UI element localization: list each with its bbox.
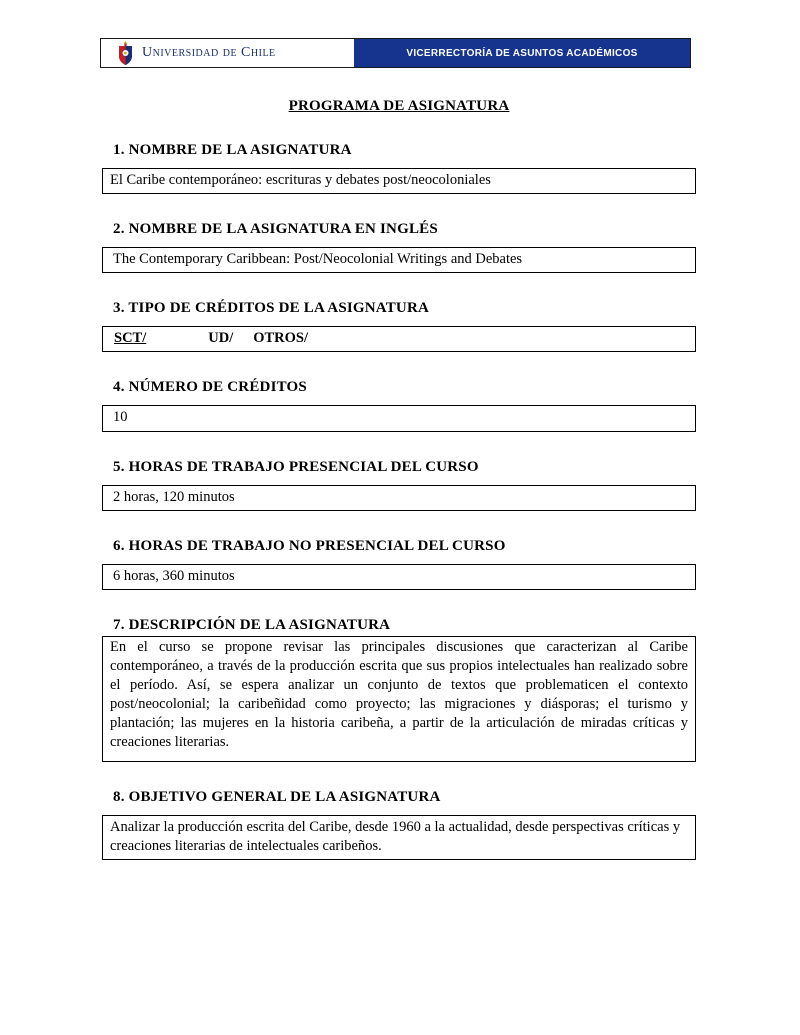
credit-option-ud: UD/	[208, 330, 234, 347]
credit-type-options	[110, 329, 688, 348]
section-5-heading: 5. HORAS DE TRABAJO PRESENCIAL DEL CURSO	[113, 458, 479, 475]
university-crest-icon	[117, 41, 134, 65]
header-bar	[100, 38, 691, 68]
section-4-heading: 4. NÚMERO DE CRÉDITOS	[113, 379, 307, 396]
section-6-heading: 6. HORAS DE TRABAJO NO PRESENCIAL DEL CURSO	[113, 537, 506, 554]
university-name: Universidad de Chile	[142, 45, 276, 60]
course-name-field: El Caribe contemporáneo: escrituras y debates post/neocoloniales	[102, 168, 696, 194]
section-8-heading: 8. OBJETIVO GENERAL DE LA ASIGNATURA	[113, 788, 441, 805]
section-7-heading: 7. DESCRIPCIÓN DE LA ASIGNATURA	[113, 616, 391, 633]
university-brand	[101, 39, 354, 67]
form-content	[102, 90, 696, 860]
section-3-heading: 3. TIPO DE CRÉDITOS DE LA ASIGNATURA	[113, 300, 430, 317]
credit-option-otros: OTROS/	[253, 330, 309, 347]
vicerrectoria-banner	[354, 39, 690, 67]
in-person-hours-field: 2 horas, 120 minutos	[102, 485, 696, 511]
course-name-english-field: The Contemporary Caribbean: Post/Neocolonial Writings and Debates	[102, 247, 696, 273]
non-presential-hours-field: 6 horas, 360 minutos	[102, 564, 696, 590]
credit-type-field	[102, 326, 696, 352]
credit-option-sct: SCT/	[114, 330, 147, 347]
section-1-heading: 1. NOMBRE DE LA ASIGNATURA	[113, 142, 352, 158]
vicerrectoria-banner-text: VICERRECTORÍA DE ASUNTOS ACADÉMICOS	[406, 47, 638, 59]
general-objective-field: Analizar la producción escrita del Caribe, desde 1960 a la actualidad, desde perspectivas críticas y creaciones literarias de intelectuales caribeños.	[102, 815, 696, 860]
page-title: PROGRAMA DE ASIGNATURA	[288, 98, 510, 114]
course-description-field: En el curso se propone revisar las principales discusiones que caracterizan al Caribe contemporáneo, a través de la producción escrita que sus propios intelectuales han realizado sobre el período. Así, se espera analizar un conjunto de textos que problematicen el contexto post/neocolonial; la caribeñidad como proyecto; las migraciones y diásporas; el turismo y plantación; las mujeres en la historia caribeña, a partir de la articulación de miradas críticas y creaciones literarias.	[102, 636, 696, 762]
section-2-heading: 2. NOMBRE DE LA ASIGNATURA EN INGLÉS	[113, 221, 438, 238]
credit-count-field: 10	[102, 405, 696, 431]
